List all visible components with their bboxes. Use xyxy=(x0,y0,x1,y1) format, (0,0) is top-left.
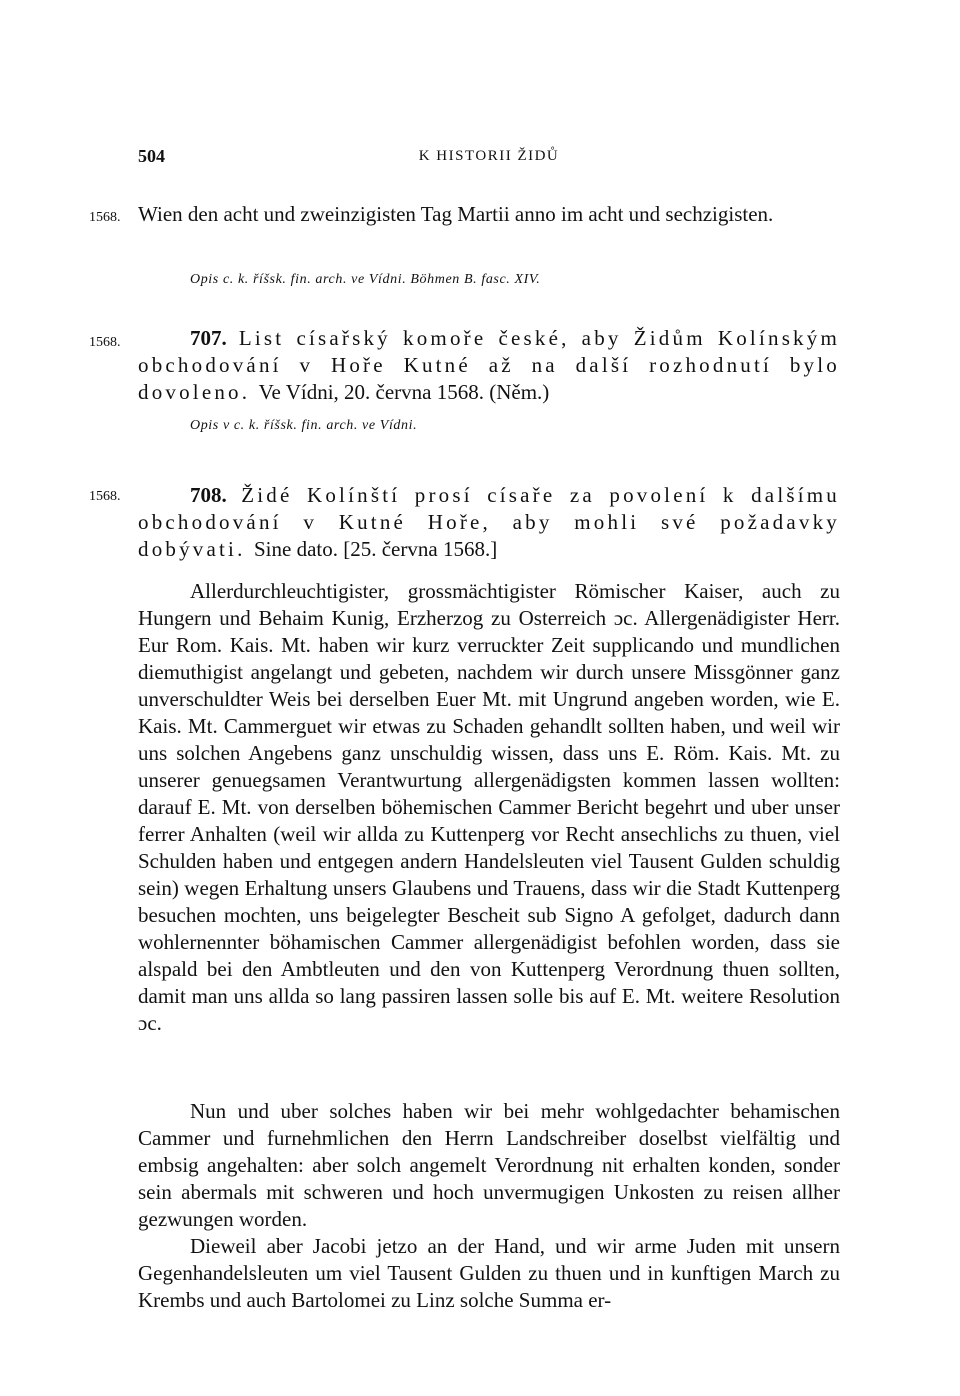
margin-year: 1568. xyxy=(89,489,121,504)
archive-source-note: Opis c. k. říšsk. fin. arch. ve Vídni. Böhmen B. fasc. XIV. xyxy=(190,272,541,287)
document-title: Židé Kolínští prosí císaře za povolení k dalšímu obchodování v Kutné Hoře, aby mohli své požadavky dobývati. xyxy=(138,483,840,561)
document-heading-708 xyxy=(138,482,840,563)
document-heading-707 xyxy=(138,325,840,406)
document-date: Sine dato. [25. června 1568.] xyxy=(254,537,498,561)
document-number: 707. xyxy=(190,326,227,350)
document-closing-line: Wien den acht und zweinzigisten Tag Martii anno im acht und sechzigisten. xyxy=(138,202,774,226)
body-paragraph: Allerdurchleuchtigister, grossmächtigister Römischer Kaiser, auch zu Hungern und Behaim Kunig, Erzherzog zu Osterreich ɔc. Allergenädigister Herr. Eur Rom. Kais. Mt. haben wir kurz verruckter Zeit supplicando und mundlichen diemuthigist angelangt und gebeten, nachdem wir durch unsere Missgönner ganz unverschuldter Weis bei derselben Euer Mt. mit Ungrund angeben worden, wie E. Kais. Mt. Cammerguet wir etwas zu Schaden gehandlt sollten haben, und weil wir uns solchen Angebens ganz unschuldig wissen, dass uns E. Röm. Kais. Mt. zu unserer genuegsamen Verantwurtung allergenädigsten kommen lassen wollten: darauf E. Mt. von derselben böhemischen Cammer Bericht begehrt und uber unser ferrer Anhalten (weil wir allda zu Kuttenperg vor Recht ansechlichs zu thuen, viel Schulden haben und entgegen andern Handelsleuten viel Tausent Gulden schuldig sein) wegen Erhaltung unsers Glaubens und Trauens, dass wir die Stadt Kuttenperg besuchen mochten, uns beigelegter Bescheit sub Signo A gefolget, dadurch dann wohlernennter böhamischen Cammer allergenädigist befohlen worden, dass sie alspald bei den Ambtleuten und den von Kuttenperg Verordnung thuen sollten, damit man uns allda so lang passiren lassen solle bis auf E. Mt. weitere Resolution ɔc. xyxy=(138,579,840,1035)
running-title: K HISTORII ŽIDŮ xyxy=(418,148,560,164)
page-number: 504 xyxy=(138,146,165,166)
archive-source-note: Opis v c. k. říšsk. fin. arch. ve Vídni. xyxy=(190,418,418,433)
body-paragraph: Nun und uber solches haben wir bei mehr wohlgedachter behamischen Cammer und furnehmlichen den Herrn Landschreiber doselbst vielfältig und embsig angehalten: aber solch angemelt Verordnung nit erhalten konden, sonder sein abermals mit schweren und hoch unvermugigen Unkosten zu reisen allher gezwungen worden. xyxy=(138,1099,840,1231)
body-paragraph: Dieweil aber Jacobi jetzo an der Hand, und wir arme Juden mit unsern Gegenhandelsleuten um viel Tausent Gulden zu thuen und in kunftigen March zu Krembs und auch Bartolomei zu Linz solche Summa er- xyxy=(138,1234,840,1312)
page-header xyxy=(138,146,840,170)
margin-year: 1568. xyxy=(89,335,121,350)
document-number: 708. xyxy=(190,483,227,507)
document-title: List císařský komoře české, aby Židům Kolínským obchodování v Hoře Kutné až na další rozhodnutí bylo dovoleno. xyxy=(138,326,840,404)
document-date: Ve Vídni, 20. června 1568. (Něm.) xyxy=(258,380,550,404)
margin-year: 1568. xyxy=(89,210,121,225)
